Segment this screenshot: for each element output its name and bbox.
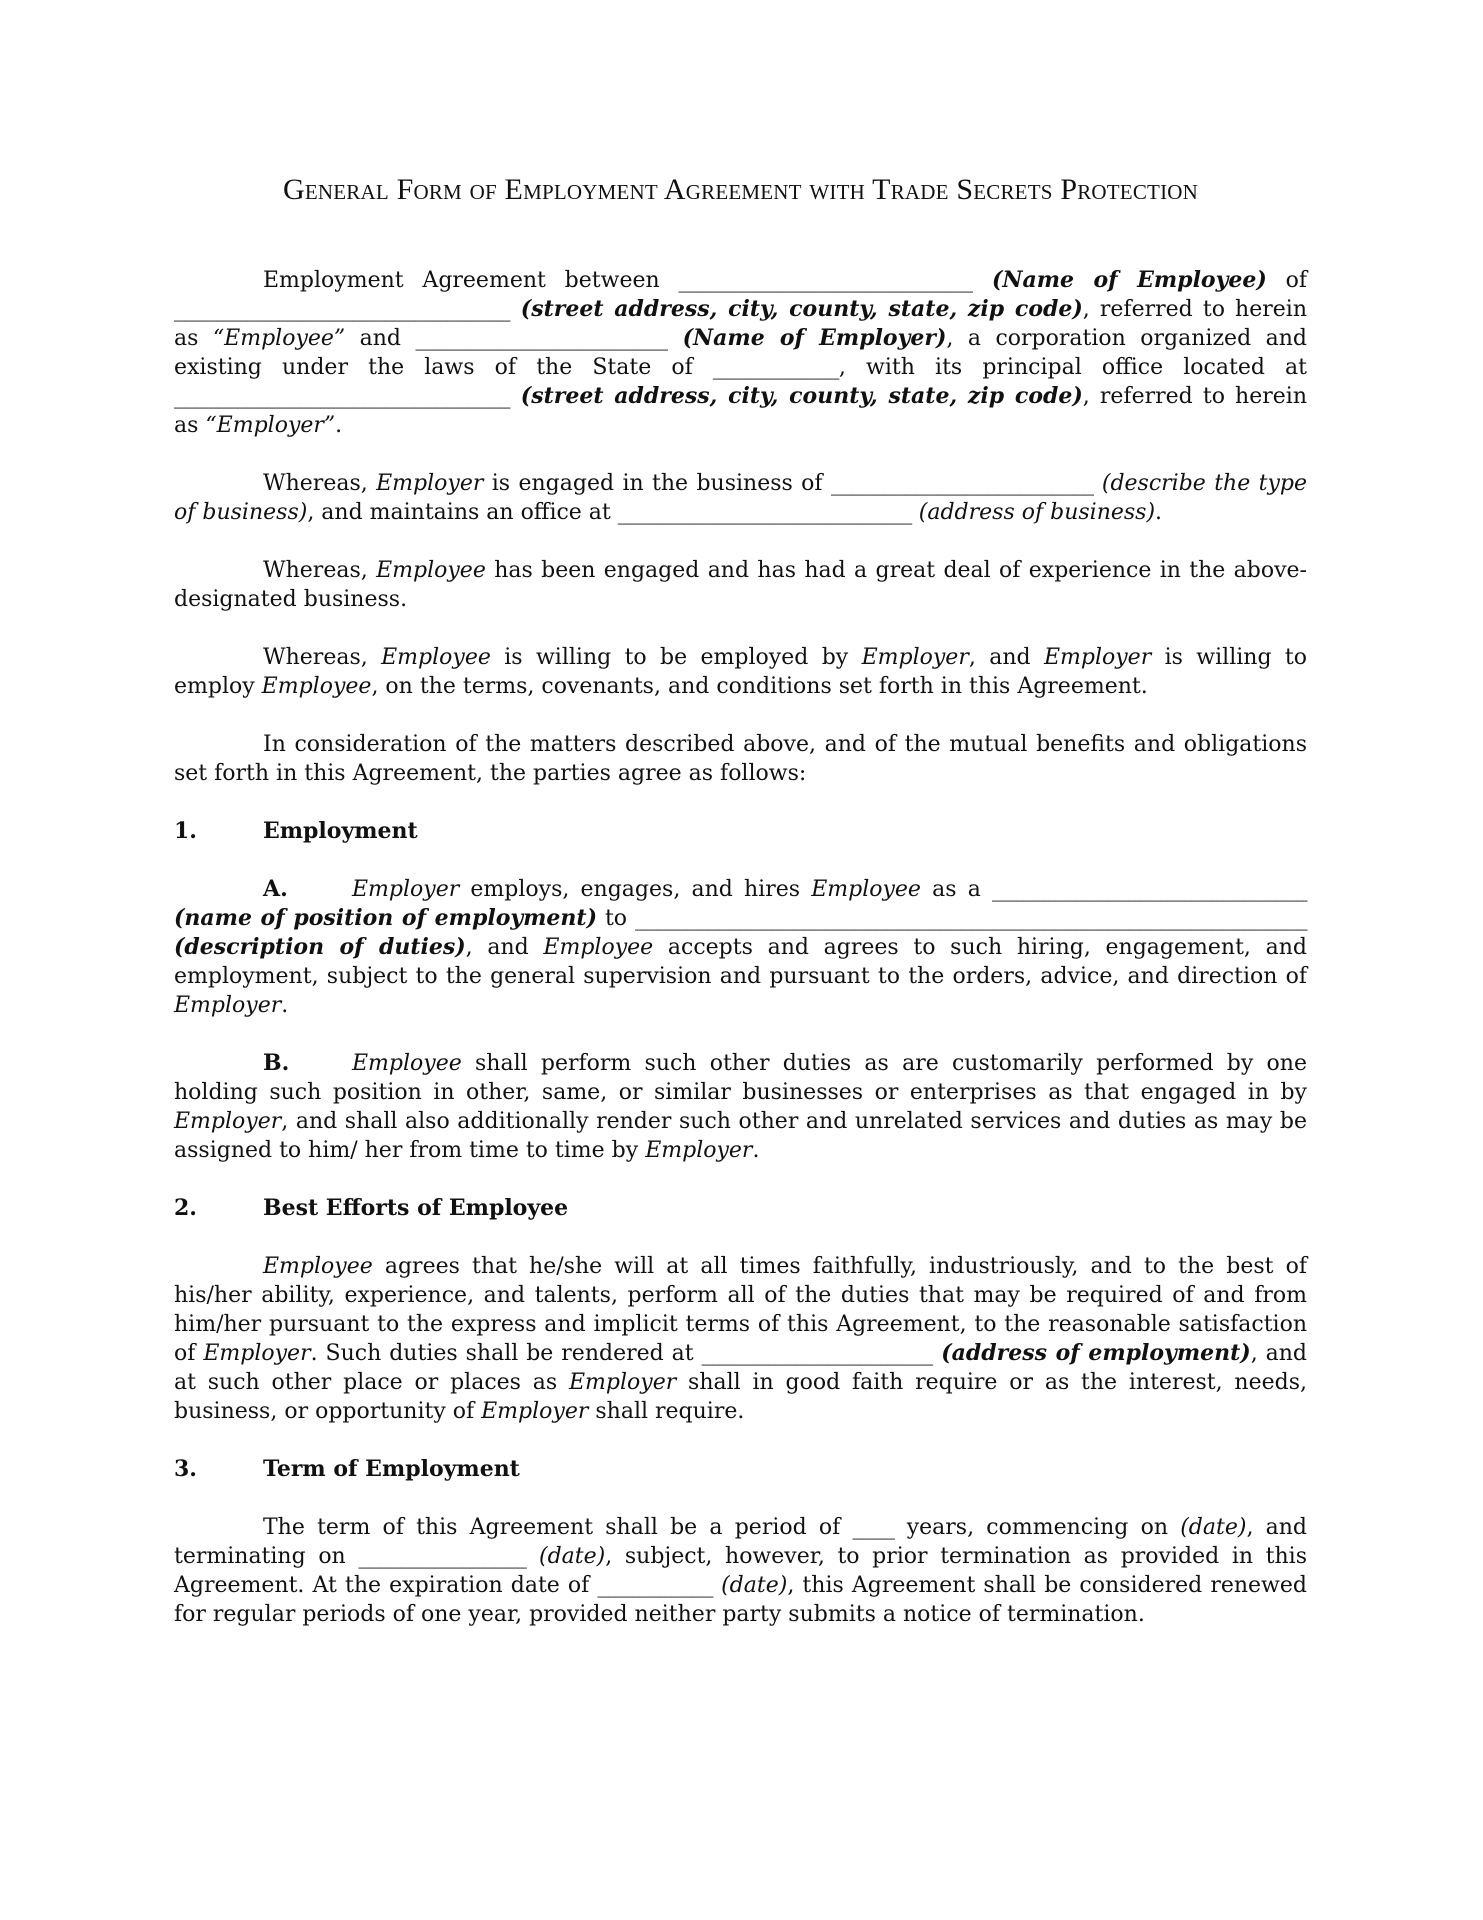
whereas-paragraph-2 (174, 556, 1307, 614)
subsection-b (174, 1049, 1307, 1165)
employer-term: Employer (352, 877, 460, 902)
intro-text: . (335, 413, 343, 438)
paragraph-text: The term of this Agreement shall be a period of (263, 1515, 853, 1540)
section-title: Employment (263, 818, 418, 844)
employee-name-hint: (Name of Employee) (972, 267, 1267, 293)
section-number: 1. (174, 818, 197, 844)
employer-term: Employer (645, 1138, 753, 1163)
employee-address-hint: (street address, city, county, state, zip code) (510, 296, 1083, 322)
paragraph-text: shall require. (588, 1399, 745, 1424)
termination-date-blank[interactable]: ________________ (358, 1544, 527, 1569)
paragraph-text: has been engaged and has had a great deal of experience in the above-designated business. (174, 558, 1307, 612)
paragraph-text: . (752, 1138, 760, 1163)
paragraph-text: , and shall also additionally render such other and unrelated services and duties as may be assigned to him/ her from time to time by (174, 1109, 1307, 1163)
employer-term: Employer (376, 471, 484, 496)
paragraph-text: Whereas, (263, 558, 377, 583)
business-type-hint: (describe the type of business) (174, 471, 1307, 525)
employee-term: Employee (811, 877, 921, 902)
paragraph-text: Whereas, (263, 471, 377, 496)
employer-term: Employer (481, 1399, 589, 1424)
paragraph-text: , this Agreement shall be considered renewed for regular periods of one year, provided neither party submits a notice of termination. (174, 1573, 1307, 1627)
paragraph-text: accepts and agrees to such hiring, engagement, and employment, subject to the general supervision and pursuant to the orders, advice, and direction of (174, 935, 1307, 989)
document-title: General Form of Employment Agreement with Trade Secrets Protection (282, 173, 1198, 206)
consideration-paragraph: In consideration of the matters described above, and of the mutual benefits and obligations set forth in this Agreement, the parties agree as follows: (174, 732, 1307, 786)
section-heading-term (174, 1455, 1307, 1484)
date-hint: (date) (526, 1544, 606, 1569)
employer-address-hint: (street address, city, county, state, zip code) (510, 383, 1083, 409)
employer-address-blank[interactable]: ________________________________ (174, 384, 510, 409)
employee-term: Employee (381, 645, 491, 670)
paragraph-text: agrees that he/she will at all times faithfully, industriously, and to the best of his/her ability, experience, and talents, perform all of the duties that may be required of and from him/her pursuant to the express and implicit terms of this Agreement, to the reasonable satisfaction of (174, 1254, 1307, 1366)
paragraph-text: employs, engages, and hires (459, 877, 812, 902)
section-number: 2. (174, 1195, 197, 1221)
whereas-paragraph-1 (174, 469, 1307, 527)
paragraph-text: , and maintains an office at (307, 500, 618, 525)
intro-text: of (1266, 268, 1308, 293)
section-number: 3. (174, 1456, 197, 1482)
paragraph-text: , and (465, 935, 544, 960)
intro-text: , with its principal office located at (838, 355, 1308, 380)
document-page (174, 172, 1307, 1658)
employer-term: “Employer” (205, 413, 336, 438)
duties-description-blank[interactable]: ________________________________________________________________ (635, 906, 1307, 931)
paragraph-text: years, commencing on (894, 1515, 1181, 1540)
intro-text: Employment Agreement between (263, 268, 679, 293)
years-blank[interactable]: ____ (852, 1515, 895, 1540)
paragraph-text: . (281, 993, 289, 1018)
intro-paragraph (174, 266, 1307, 440)
whereas-paragraph-3 (174, 643, 1307, 701)
paragraph-text: . (1155, 500, 1163, 525)
paragraph-text: is willing to employ (174, 645, 1307, 699)
paragraph-text: , and at such other place or places as (174, 1341, 1308, 1395)
section-title: Term of Employment (263, 1456, 520, 1482)
employee-name-blank[interactable]: ____________________________ (678, 268, 973, 293)
date-hint: (date) (712, 1573, 788, 1598)
employer-term: Employer (1043, 645, 1152, 670)
paragraph-text: , subject, however, to prior termination as provided in this Agreement. At the expiration date of (174, 1544, 1308, 1598)
employment-address-blank[interactable]: ______________________ (701, 1341, 933, 1366)
employee-address-blank[interactable]: ________________________________ (174, 297, 510, 322)
position-name-hint: (name of position of employment) (174, 905, 597, 931)
employer-term: Employer (861, 645, 969, 670)
best-efforts-paragraph (174, 1252, 1307, 1426)
date-hint: (date) (1180, 1515, 1247, 1540)
employee-term: Employee (543, 935, 654, 960)
expiration-date-blank[interactable]: ___________ (597, 1573, 713, 1598)
paragraph-text: , and terminating on (174, 1515, 1308, 1569)
subsection-label: A. (263, 876, 288, 902)
duties-description-hint: (description of duties) (174, 934, 466, 960)
paragraph-text: is engaged in the business of (483, 471, 831, 496)
paragraph-text: shall perform such other duties as are customarily performed by one holding such position in other, same, or similar businesses or enterprises as that engaged in by (174, 1051, 1307, 1105)
business-address-hint: (address of business) (911, 500, 1156, 525)
employee-term: Employee (263, 1254, 373, 1279)
employer-term: Employer (174, 1109, 282, 1134)
employer-term: Employer (568, 1370, 677, 1395)
business-address-blank[interactable]: ____________________________ (617, 500, 912, 525)
employee-term: Employee (376, 558, 486, 583)
position-name-blank[interactable]: ______________________________ (991, 877, 1307, 902)
intro-text: and (345, 326, 416, 351)
intro-text: , a corporation organized and existing under the laws of the State of (174, 326, 1308, 380)
state-blank[interactable]: ____________ (712, 355, 839, 380)
paragraph-text: shall in good faith require or as the interest, needs, business, or opportunity of (174, 1370, 1307, 1424)
paragraph-text: to (597, 906, 635, 931)
employer-term: Employer (174, 993, 282, 1018)
section-heading-employment (174, 817, 1307, 846)
intro-text: , referred to herein as (174, 384, 1307, 438)
employer-name-blank[interactable]: ________________________ (415, 326, 668, 351)
employer-term: Employer (203, 1341, 311, 1366)
term-paragraph (174, 1513, 1307, 1629)
paragraph-text: as a (920, 877, 992, 902)
paragraph-text: , on the terms, covenants, and conditions set forth in this Agreement. (371, 674, 1148, 699)
employee-term: Employee (261, 674, 372, 699)
section-title: Best Efforts of Employee (263, 1195, 569, 1221)
section-heading-best-efforts (174, 1194, 1307, 1223)
subsection-label: B. (263, 1050, 290, 1076)
employment-address-hint: (address of employment) (932, 1340, 1251, 1366)
employee-term: Employee (352, 1051, 462, 1076)
paragraph-text: is willing to be employed by (490, 645, 862, 670)
paragraph-text: . Such duties shall be rendered at (310, 1341, 702, 1366)
employee-term: “Employee” (212, 326, 346, 351)
intro-text: , referred to herein as (174, 297, 1307, 351)
paragraph-text: Whereas, (263, 645, 382, 670)
employer-name-hint: (Name of Employer) (667, 325, 947, 351)
paragraph-text: , and (968, 645, 1044, 670)
business-type-blank[interactable]: _________________________ (830, 471, 1094, 496)
subsection-a (174, 875, 1307, 1020)
